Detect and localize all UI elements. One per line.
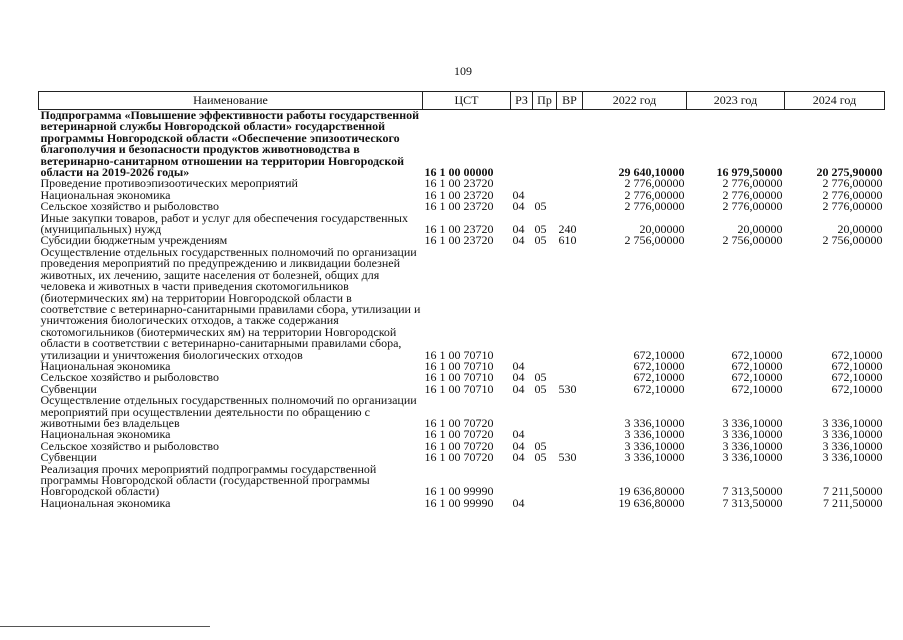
cell-2023: 3 336,10000 — [722, 427, 783, 442]
table-row — [39, 213, 885, 236]
cell-cst: 16 1 00 70720 — [424, 427, 494, 442]
cell-2022: 3 336,10000 — [624, 438, 685, 453]
cell-2023: 7 313,50000 — [722, 495, 783, 510]
cell-2024: 3 336,10000 — [822, 427, 883, 442]
cell-2024: 7 211,50000 — [822, 495, 883, 510]
cell-pr: 05 — [534, 370, 547, 385]
header-vr: ВР — [557, 92, 583, 110]
table-row — [39, 498, 885, 509]
bottom-divider — [0, 626, 210, 627]
cell-cst: 16 1 00 99990 — [424, 484, 494, 499]
header-pr: Пр — [533, 92, 557, 110]
cell-name: Сельское хозяйство и рыболовство — [40, 370, 220, 385]
cell-2023: 3 336,10000 — [722, 450, 783, 465]
cell-2022: 19 636,80000 — [618, 495, 685, 510]
cell-vr — [557, 498, 583, 509]
cell-cst: 16 1 00 23720 — [424, 233, 494, 248]
cell-cst: 16 1 00 70710 — [424, 381, 494, 396]
cell-2022: 29 640,10000 — [618, 165, 685, 180]
cell-cst: 16 1 00 70720 — [424, 438, 494, 453]
cell-pr: 05 — [534, 438, 547, 453]
cell-2022: 2 776,00000 — [624, 187, 685, 202]
cell-name: Проведение противоэпизоотических мероприятий — [40, 176, 298, 191]
cell-2022: 19 636,80000 — [618, 484, 685, 499]
cell-2023: 2 776,00000 — [722, 199, 783, 214]
cell-2024: 672,10000 — [831, 370, 883, 385]
header-2024: 2024 год — [785, 92, 885, 110]
cell-2024: 672,10000 — [831, 347, 883, 362]
cell-2022: 672,10000 — [633, 347, 685, 362]
header-2023: 2023 год — [687, 92, 785, 110]
table-row — [39, 110, 885, 179]
cell-rz: 04 — [512, 370, 525, 385]
cell-rz: 04 — [512, 199, 525, 214]
cell-rz: 04 — [512, 358, 525, 373]
cell-rz — [511, 110, 533, 179]
cell-vr: 530 — [558, 381, 577, 396]
cell-2023: 2 776,00000 — [722, 187, 783, 202]
cell-2024: 7 211,50000 — [822, 484, 883, 499]
cell-cst: 16 1 00 23720 — [424, 176, 494, 191]
cell-2024: 2 756,00000 — [822, 233, 883, 248]
cell-rz — [511, 395, 533, 429]
cell-cst: 16 1 00 00000 — [424, 165, 494, 180]
cell-2024: 672,10000 — [831, 381, 883, 396]
cell-cst: 16 1 00 23720 — [424, 187, 494, 202]
cell-2023: 20,00000 — [737, 222, 783, 237]
cell-pr — [533, 464, 557, 498]
cell-2022: 2 776,00000 — [624, 176, 685, 191]
cell-cst: 16 1 00 23720 — [424, 222, 494, 237]
cell-rz — [511, 464, 533, 498]
cell-cst: 16 1 00 70710 — [424, 358, 494, 373]
cell-2022: 3 336,10000 — [624, 450, 685, 465]
cell-pr — [533, 247, 557, 361]
cell-vr — [557, 247, 583, 361]
cell-2023: 672,10000 — [731, 370, 783, 385]
cell-cst: 16 1 00 70720 — [424, 450, 494, 465]
cell-rz: 04 — [512, 427, 525, 442]
cell-2022: 2 776,00000 — [624, 199, 685, 214]
cell-2024: 2 776,00000 — [822, 187, 883, 202]
cell-rz: 04 — [512, 438, 525, 453]
cell-rz: 04 — [512, 187, 525, 202]
cell-vr: 610 — [558, 233, 577, 248]
cell-2022: 3 336,10000 — [624, 427, 685, 442]
cell-2023: 672,10000 — [731, 347, 783, 362]
cell-name: Национальная экономика — [40, 427, 171, 442]
cell-rz — [511, 247, 533, 361]
cell-pr — [533, 110, 557, 179]
cell-2023: 2 756,00000 — [722, 233, 783, 248]
cell-cst: 16 1 00 23720 — [424, 199, 494, 214]
cell-vr — [557, 110, 583, 179]
cell-rz: 04 — [512, 233, 525, 248]
cell-2023: 16 979,50000 — [716, 165, 783, 180]
cell-vr — [557, 361, 583, 372]
table-row — [39, 464, 885, 498]
cell-2022: 672,10000 — [633, 370, 685, 385]
cell-pr: 05 — [534, 381, 547, 396]
cell-2023: 7 313,50000 — [722, 484, 783, 499]
cell-vr: 240 — [558, 222, 577, 237]
cell-name: Национальная экономика — [40, 495, 171, 510]
cell-name: Осуществление отдельных государственных полномочий по организации проведения мероприятий по предупреждению и ликвидации болезней животных, их лечению, защите населения от болезней, общих для человека и животных в части приведения скотомогильников (биотермических ям) на территории Новгородской области в соответствие с ветеринарно-санитарными правилами сбора, утилизации и уничтожения биологических отходов, а также содержания скотомогильников (биотермических ям) на территории Новгородской области в соответствии с ветеринарно-санитарными правилами сбора, утилизации и уничтожения биологических отходов — [40, 244, 421, 362]
cell-2022: 672,10000 — [633, 381, 685, 396]
table-body — [39, 110, 885, 510]
cell-name: Сельское хозяйство и рыболовство — [40, 199, 220, 214]
header-rz: РЗ — [511, 92, 533, 110]
cell-pr — [533, 498, 557, 509]
cell-name: Сельское хозяйство и рыболовство — [40, 438, 220, 453]
cell-2022: 3 336,10000 — [624, 415, 685, 430]
page-number: 109 — [454, 64, 472, 78]
cell-name: Субсидии бюджетным учреждениям — [40, 233, 228, 248]
cell-pr: 05 — [534, 199, 547, 214]
cell-pr — [533, 178, 557, 189]
cell-vr — [557, 178, 583, 189]
cell-2023: 3 336,10000 — [722, 438, 783, 453]
cell-2024: 2 776,00000 — [822, 176, 883, 191]
cell-rz: 04 — [512, 381, 525, 396]
cell-cst: 16 1 00 70720 — [424, 415, 494, 430]
cell-name: Субвенции — [40, 381, 97, 396]
cell-name: Иные закупки товаров, работ и услуг для обеспечения государственных (муниципальных) нужд — [40, 210, 408, 237]
cell-rz: 04 — [512, 495, 525, 510]
table-row — [39, 395, 885, 429]
cell-pr — [533, 395, 557, 429]
cell-2024: 20 275,90000 — [816, 165, 883, 180]
cell-2023: 672,10000 — [731, 381, 783, 396]
cell-pr: 05 — [534, 233, 547, 248]
cell-2024: 20,00000 — [837, 222, 883, 237]
cell-2022: 20,00000 — [639, 222, 685, 237]
cell-2024: 3 336,10000 — [822, 438, 883, 453]
cell-2023: 3 336,10000 — [722, 415, 783, 430]
budget-table — [38, 91, 885, 509]
cell-pr: 05 — [534, 450, 547, 465]
cell-vr — [557, 190, 583, 201]
cell-name: Осуществление отдельных государственных полномочий по организации мероприятий при осуществлении деятельности по обращению с животными без владельцев — [40, 393, 417, 430]
cell-name: Реализация прочих мероприятий подпрограммы государственной программы Новгородской области (государственной программы Новгородской области) — [40, 461, 377, 499]
cell-pr: 05 — [534, 222, 547, 237]
cell-name: Национальная экономика — [40, 187, 171, 202]
cell-cst: 16 1 00 70710 — [424, 347, 494, 362]
cell-name: Субвенции — [40, 450, 97, 465]
cell-vr — [557, 395, 583, 429]
cell-2024: 3 336,10000 — [822, 415, 883, 430]
cell-2024: 672,10000 — [831, 358, 883, 373]
header-2022: 2022 год — [583, 92, 687, 110]
cell-2023: 2 776,00000 — [722, 176, 783, 191]
cell-2024: 3 336,10000 — [822, 450, 883, 465]
table-row — [39, 247, 885, 361]
cell-vr — [557, 429, 583, 440]
cell-cst: 16 1 00 70710 — [424, 370, 494, 385]
table-header-row — [39, 92, 885, 110]
cell-2024: 2 776,00000 — [822, 199, 883, 214]
cell-name: Национальная экономика — [40, 358, 171, 373]
cell-2022: 672,10000 — [633, 358, 685, 373]
cell-rz: 04 — [512, 222, 525, 237]
cell-cst: 16 1 00 99990 — [424, 495, 494, 510]
cell-vr: 530 — [558, 450, 577, 465]
cell-vr — [557, 464, 583, 498]
cell-vr — [557, 201, 583, 212]
cell-2023: 672,10000 — [731, 358, 783, 373]
cell-rz: 04 — [512, 450, 525, 465]
header-cst: ЦСТ — [423, 92, 511, 110]
cell-name: Подпрограмма «Повышение эффективности работы государственной ветеринарной службы Новгородской области» государственной программы Новгородской области «Обеспечение эпизоотического благополучия и безопасности продуктов животноводства в ветеринарно-санитарном отношении на территории Новгородской области на 2019-2026 годы» — [40, 108, 420, 180]
cell-2022: 2 756,00000 — [624, 233, 685, 248]
header-name: Наименование — [39, 92, 423, 110]
